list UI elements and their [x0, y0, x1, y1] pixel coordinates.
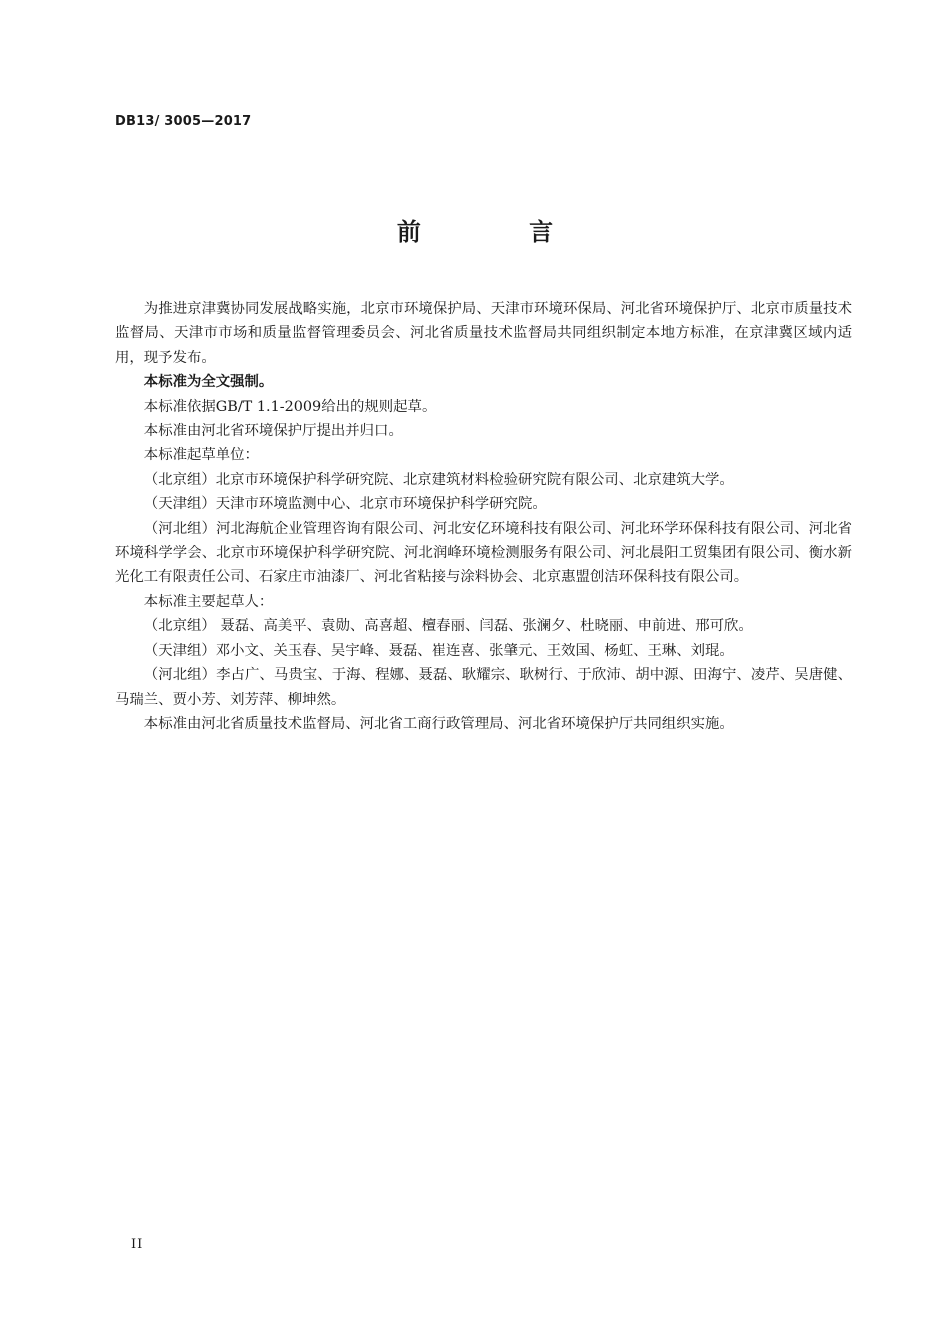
- paragraph-implementation: 本标准由河北省质量技术监督局、河北省工商行政管理局、河北省环境保护厅共同组织实施。: [143, 715, 734, 732]
- paragraph-beijing-units: （北京组）北京市环境保护科学研究院、北京建筑材料检验研究院有限公司、北京建筑大学。: [143, 471, 734, 488]
- paragraph-hebei-units: （河北组）河北海航企业管理咨询有限公司、河北安亿环境科技有限公司、河北环学环保科技有限公司、河北省环境科学学会、北京市环境保护科学研究院、河北润峰环境检测服务有限公司、河北晨阳工贸集团有限公司、衡水新光化工有限责任公司、石家庄市油漆厂、河北省粘接与涂料协会、北京惠盟创洁环保科技有限公司。: [115, 520, 852, 586]
- paragraph-intro: 为推进京津冀协同发展战略实施，北京市环境保护局、天津市环境环保局、河北省环境保护厅、北京市质量技术监督局、天津市市场和质量监督管理委员会、河北省质量技术监督局共同组织制定本地方标准，在京津冀区域内适用，现予发布。: [115, 301, 852, 366]
- paragraph-hebei-drafters: （河北组）李占广、马贵宝、于海、程娜、聂磊、耿耀宗、耿树行、于欣沛、胡中源、田海宁、凌芹、吴唐健、马瑞兰、贾小芳、刘芳萍、柳坤然。: [115, 667, 852, 708]
- document-code: DB13/ 3005—2017: [115, 114, 252, 129]
- page-title: 前 言: [396, 218, 604, 246]
- paragraph-mandatory: 本标准为全文强制。: [143, 374, 274, 391]
- paragraph-beijing-drafters: （北京组） 聂磊、高美平、袁勋、高喜超、檀春丽、闫磊、张澜夕、杜晓丽、申前进、邢可欣。: [143, 618, 753, 635]
- paragraph-tianjin-units: （天津组）天津市环境监测中心、北京市环境保护科学研究院。: [143, 496, 547, 513]
- paragraph-proposer: 本标准由河北省环境保护厅提出并归口。: [143, 423, 403, 440]
- foreword-body: [115, 297, 852, 736]
- paragraph-tianjin-drafters: （天津组）邓小文、关玉春、吴宇峰、聂磊、崔连喜、张肇元、王效国、杨虹、王琳、刘琨。: [143, 642, 734, 659]
- paragraph-drafting-units-heading: 本标准起草单位：: [143, 447, 259, 464]
- paragraph-drafting-rules: 本标准依据GB/T 1.1-2009给出的规则起草。: [143, 398, 437, 415]
- page-number: II: [131, 1237, 144, 1252]
- paragraph-drafters-heading: 本标准主要起草人：: [143, 593, 274, 610]
